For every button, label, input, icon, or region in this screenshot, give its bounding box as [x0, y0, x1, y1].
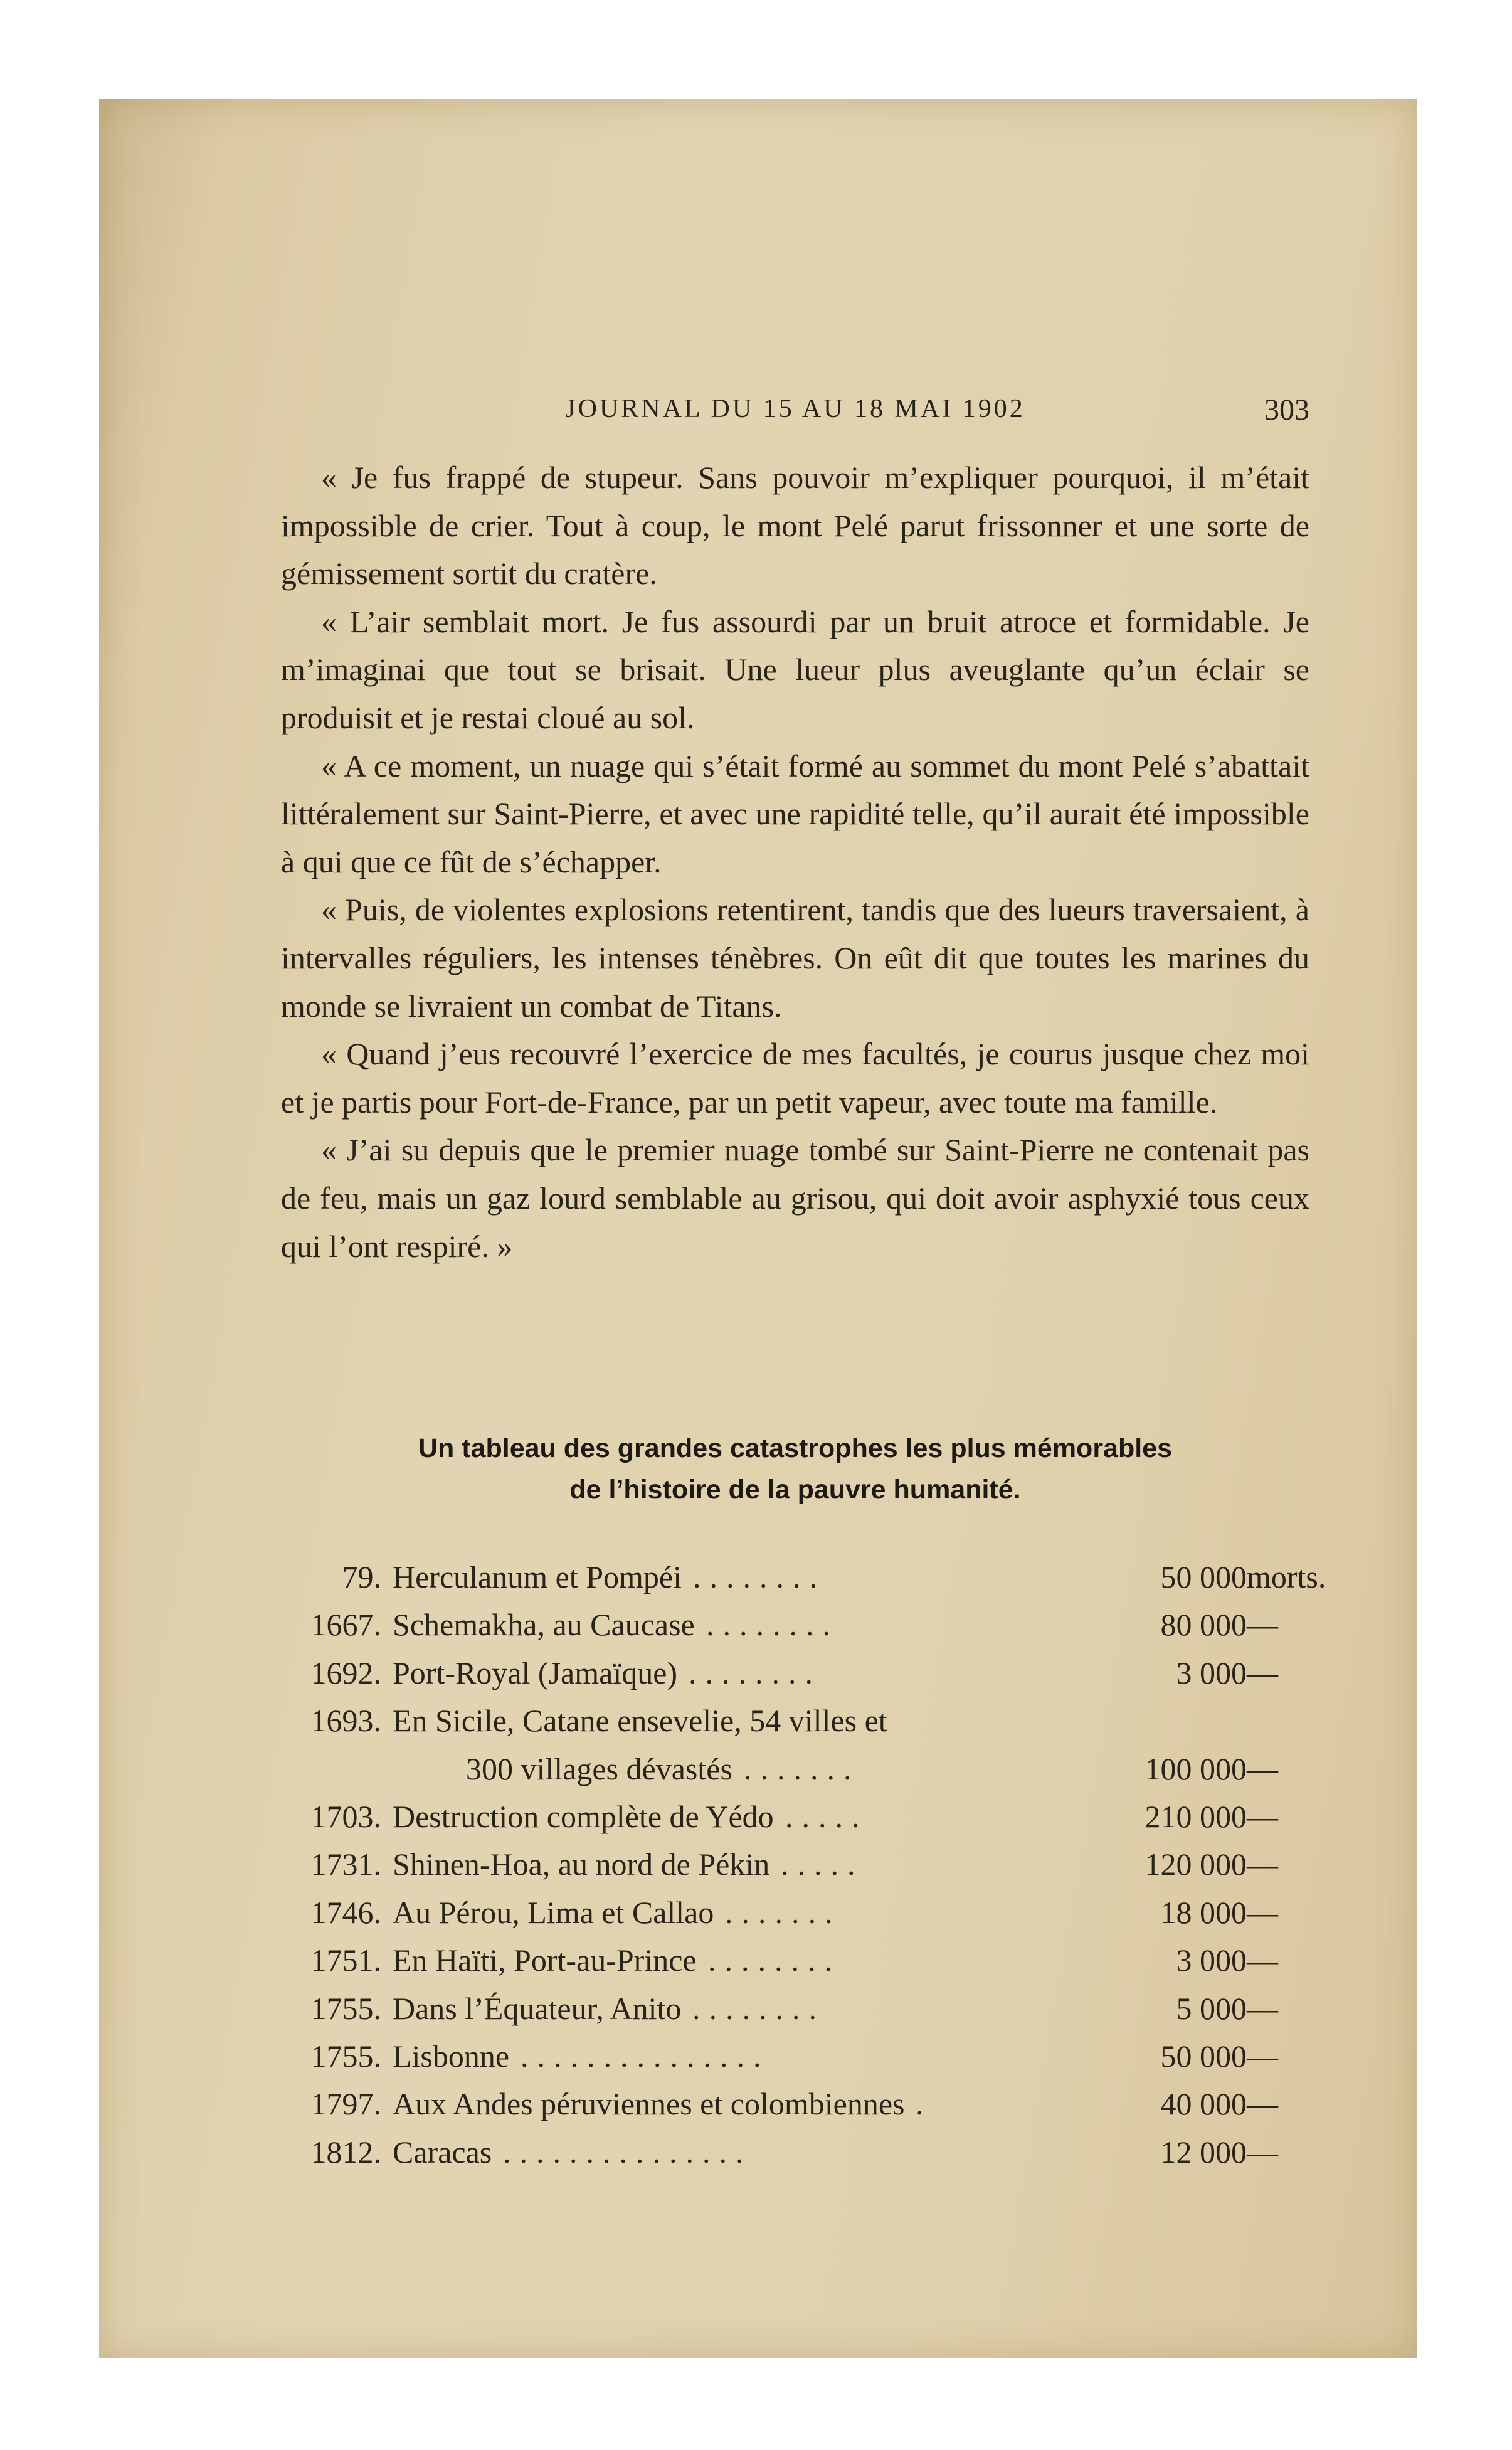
row-count: 18 000 [1160, 1894, 1247, 1930]
running-title: JOURNAL DU 15 AU 18 MAI 1902 [565, 395, 1025, 423]
table-row [281, 1936, 1360, 1984]
row-unit: morts. [1247, 1559, 1326, 1594]
row-count: 50 000 [1160, 2038, 1247, 2074]
row-year: 1755. [310, 1990, 381, 2026]
table-row [281, 1889, 1360, 1936]
row-unit: — [1247, 2086, 1278, 2122]
row-place: Au Pérou, Lima et Callao [393, 1894, 714, 1930]
row-unit: — [1247, 1990, 1278, 2026]
row-count: 100 000 [1145, 1751, 1247, 1786]
table-row [281, 1697, 1360, 1744]
row-leader-dots: ............... [503, 2134, 753, 2170]
table-row [281, 1840, 1360, 1888]
table-row [281, 2128, 1360, 2176]
row-unit: — [1247, 1607, 1278, 1643]
table-title-line: de l’histoire de la pauvre humanité. [569, 1475, 1021, 1505]
row-unit: — [1247, 1847, 1278, 1882]
row-leader-dots: ........ [708, 1943, 841, 1978]
row-year: 1797. [310, 2086, 381, 2122]
row-count: 210 000 [1145, 1798, 1247, 1834]
row-leader-dots: ........ [693, 1559, 826, 1594]
row-year: 1692. [310, 1655, 381, 1690]
row-year: 1731. [310, 1847, 381, 1882]
page-header [281, 394, 1309, 432]
row-unit: — [1247, 2134, 1278, 2170]
row-place: Herculanum et Pompéi [393, 1559, 682, 1594]
row-year: 1755. [310, 2038, 381, 2074]
row-place: Destruction complète de Yédo [393, 1798, 774, 1834]
row-count: 3 000 [1176, 1943, 1247, 1978]
row-year: 1751. [310, 1943, 381, 1978]
catastrophe-table [281, 1553, 1360, 2176]
row-leader-dots: ........ [692, 1990, 825, 2026]
row-unit: — [1247, 1751, 1278, 1786]
row-count: 120 000 [1145, 1847, 1247, 1882]
row-unit: — [1247, 1943, 1278, 1978]
table-row [281, 2032, 1360, 2080]
row-leader-dots: ........ [706, 1607, 839, 1643]
paragraph: « A ce moment, un nuage qui s’était formé au sommet du mont Pelé s’abattait littéralement sur Saint-Pierre, et avec une rapidité telle, qu’il aurait été impossible à qui que ce fût de s’échapper. [281, 748, 1309, 879]
row-leader-dots: . [916, 2086, 933, 2122]
table-title-line: Un tableau des grandes catastrophes les plus mémorables [418, 1433, 1173, 1463]
row-place: Aux Andes péruviennes et colombiennes [393, 2086, 905, 2122]
row-year: 1746. [310, 1894, 381, 1930]
row-leader-dots: ........ [689, 1655, 822, 1690]
row-year: 1703. [310, 1798, 381, 1834]
row-leader-dots: ....... [725, 1894, 842, 1930]
row-place: Lisbonne [393, 2038, 510, 2074]
table-row [281, 1601, 1360, 1648]
paragraph: « L’air semblait mort. Je fus assourdi par un bruit atroce et formidable. Je m’imaginai que tout se brisait. Une lueur plus aveuglante qu’un éclair se produisit et je restai cloué au sol. [281, 603, 1309, 735]
row-place: Dans l’Équateur, Anito [393, 1990, 682, 2026]
table-row [281, 1745, 1360, 1793]
row-year: 79. [342, 1559, 381, 1594]
table-row [281, 1649, 1360, 1697]
row-count: 3 000 [1176, 1655, 1247, 1690]
table-row [281, 1985, 1360, 2032]
table-title [281, 1428, 1309, 1510]
row-leader-dots: ..... [785, 1798, 869, 1834]
book-page [99, 99, 1417, 2358]
row-place: En Sicile, Catane ensevelie, 54 villes et [393, 1703, 887, 1739]
paragraph: « Puis, de violentes explosions retentirent, tandis que des lueurs traversaient, à intervalles réguliers, les intenses ténèbres. On eût dit que toutes les marines du monde se livraient un combat de Titans. [281, 892, 1309, 1024]
row-count: 12 000 [1160, 2134, 1247, 2170]
row-unit: — [1247, 1798, 1278, 1834]
paragraph: « Quand j’eus recouvré l’exercice de mes facultés, je courus jusque chez moi et je partis pour Fort-de-France, par un petit vapeur, avec toute ma famille. [281, 1036, 1309, 1120]
row-unit: — [1247, 1655, 1278, 1690]
row-place: Port-Royal (Jamaïque) [393, 1655, 678, 1690]
page-number: 303 [1264, 393, 1309, 427]
row-count: 80 000 [1160, 1607, 1247, 1643]
row-place: Shinen-Hoa, au nord de Pékin [393, 1847, 770, 1882]
paragraph: « Je fus frappé de stupeur. Sans pouvoir m’expliquer pourquoi, il m’était impossible de crier. Tout à coup, le mont Pelé parut frissonner et une sorte de gémissement sortit du cratère. [281, 460, 1309, 591]
row-count: 50 000 [1160, 1559, 1247, 1594]
paragraph: « J’ai su depuis que le premier nuage tombé sur Saint-Pierre ne contenait pas de feu, mais un gaz lourd semblable au grisou, qui doit avoir asphyxié tous ceux qui l’ont respiré. » [281, 1132, 1309, 1264]
row-leader-dots: ....... [744, 1751, 860, 1786]
row-leader-dots: ..... [781, 1847, 864, 1882]
row-unit: — [1247, 2038, 1278, 2074]
row-year: 1667. [310, 1607, 381, 1643]
row-count: 40 000 [1160, 2086, 1247, 2122]
row-unit: — [1247, 1894, 1278, 1930]
row-place: Caracas [393, 2134, 492, 2170]
row-year: 1812. [310, 2134, 381, 2170]
table-row [281, 2080, 1360, 2128]
row-count: 5 000 [1176, 1990, 1247, 2026]
row-place: 300 villages dévastés [466, 1751, 732, 1786]
row-place: En Haïti, Port-au-Prince [393, 1943, 697, 1978]
row-place: Schemakha, au Caucase [393, 1607, 695, 1643]
table-row [281, 1793, 1360, 1840]
row-year: 1693. [310, 1703, 381, 1739]
body-text [281, 453, 1309, 1270]
row-leader-dots: ............... [521, 2038, 770, 2074]
table-row [281, 1553, 1360, 1601]
